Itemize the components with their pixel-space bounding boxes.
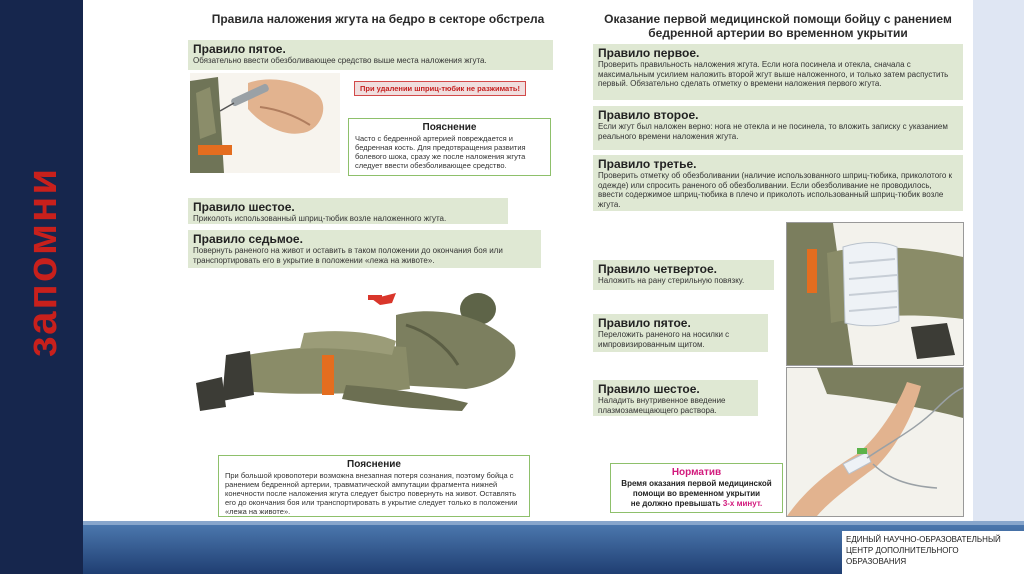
sidebar — [0, 0, 83, 574]
left-note-1 — [348, 118, 551, 176]
left-rule-7 — [188, 230, 541, 268]
normative-heading: Норматив — [671, 467, 722, 478]
rule-text: Приколоть использованный шприц-тюбик возле наложенного жгута. — [193, 214, 447, 223]
rule-text: Обязательно ввести обезболивающее средство выше места наложения жгута. — [193, 56, 487, 65]
rule-heading: Правило пятое. — [598, 316, 691, 330]
rule-heading: Правило второе. — [598, 108, 699, 122]
rule-text: Переложить раненого на носилки с импровизированным щитом. — [598, 330, 730, 349]
soldiers-illustration — [196, 285, 526, 415]
normative-line-3-text: не должно превышать — [630, 499, 723, 508]
warning-label: При удалении шприц-тюбик не разжимать! — [354, 81, 526, 96]
iv-illustration — [786, 367, 964, 517]
normative-line-2: помощи во временном укрытии — [632, 489, 761, 498]
rule-text: Проверить правильность наложения жгута. Если нога посинела и отекла, сначала с максимальным усилием наложить второй жгут выше наложенного, и только затем распустить первый. Обязательно сделать отметку о времени наложения первого жгута. — [598, 60, 949, 89]
rule-heading: Правило четвертое. — [598, 262, 717, 276]
right-rule-2 — [593, 106, 963, 150]
rule-heading: Правило седьмое. — [193, 232, 303, 246]
org-label: ЕДИНЫЙ НАУЧНО-ОБРАЗОВАТЕЛЬНЫЙ ЦЕНТР ДОПОЛНИТЕЛЬНОГО ОБРАЗОВАНИЯ — [846, 535, 1001, 566]
rule-heading: Правило шестое. — [193, 200, 295, 214]
rule-text: Повернуть раненого на живот и оставить в таком положении до окончания боя или транспортировать его в укрытие в положении «лежа на животе». — [193, 246, 503, 265]
note-text: Часто с бедренной артерией повреждается и бедренная кость. Для предотвращения развития болевого шока, сразу же после наложения жгута следует ввести обезболивающее средство. — [355, 134, 526, 170]
right-rule-5 — [593, 314, 768, 352]
right-edge-panel — [973, 0, 1024, 525]
right-title: Оказание первой медицинской помощи бойцу с ранением бедренной артерии во временном укрытии — [604, 12, 952, 40]
note-heading: Пояснение — [422, 122, 477, 133]
rule-heading: Правило первое. — [598, 46, 700, 60]
injection-illustration — [190, 73, 340, 173]
right-rule-4 — [593, 260, 774, 290]
rule-text: Если жгут был наложен верно: нога не отекла и не посинела, то вложить записку с указанием реального времени наложения жгута. — [598, 122, 948, 141]
right-rule-6 — [593, 380, 758, 416]
rule-heading: Правило третье. — [598, 157, 697, 171]
rule-heading: Правило пятое. — [193, 42, 286, 56]
right-rule-1 — [593, 44, 963, 100]
normative-box — [610, 463, 783, 513]
right-rule-3 — [593, 155, 963, 211]
note-text: При большой кровопотери возможна внезапная потеря сознания, поэтому бойца с ранением бедренной артерии, травматической ампутации фрагмента нижней конечности после наложения жгута следует быстро повернуть на живот. Оставлять его до окончания боя или транспортировать в укрытие следует только в положении «лежа на животе». — [225, 471, 518, 516]
left-rule-5 — [188, 40, 553, 70]
note-heading: Пояснение — [347, 459, 401, 470]
rule-heading: Правило шестое. — [598, 382, 700, 396]
normative-line-1: Время оказания первой медицинской — [621, 479, 772, 488]
sidebar-word: запомни — [18, 166, 65, 358]
document-page — [178, 0, 973, 521]
rule-text: Наладить внутривенное введение плазмозамещающего раствора. — [598, 396, 726, 415]
bandage-illustration — [786, 222, 964, 366]
left-title: Правила наложения жгута на бедро в секторе обстрела — [211, 12, 545, 26]
rule-text: Проверить отметку об обезболивании (наличие использованного шприц-тюбика, приколотого к одежде) или спросить раненого об обезболивании. Если обезболивание не проводилось, ввести содержимое шприц-тюбика в плечо и приколоть использованный шприц-тюбик возле жгута. — [598, 171, 953, 209]
left-rule-6 — [188, 198, 508, 224]
rule-text: Наложить на рану стерильную повязку. — [598, 276, 745, 285]
left-note-2 — [218, 455, 530, 517]
normative-line-3 — [617, 499, 776, 509]
normative-time-highlight: 3-х минут. — [722, 499, 763, 508]
